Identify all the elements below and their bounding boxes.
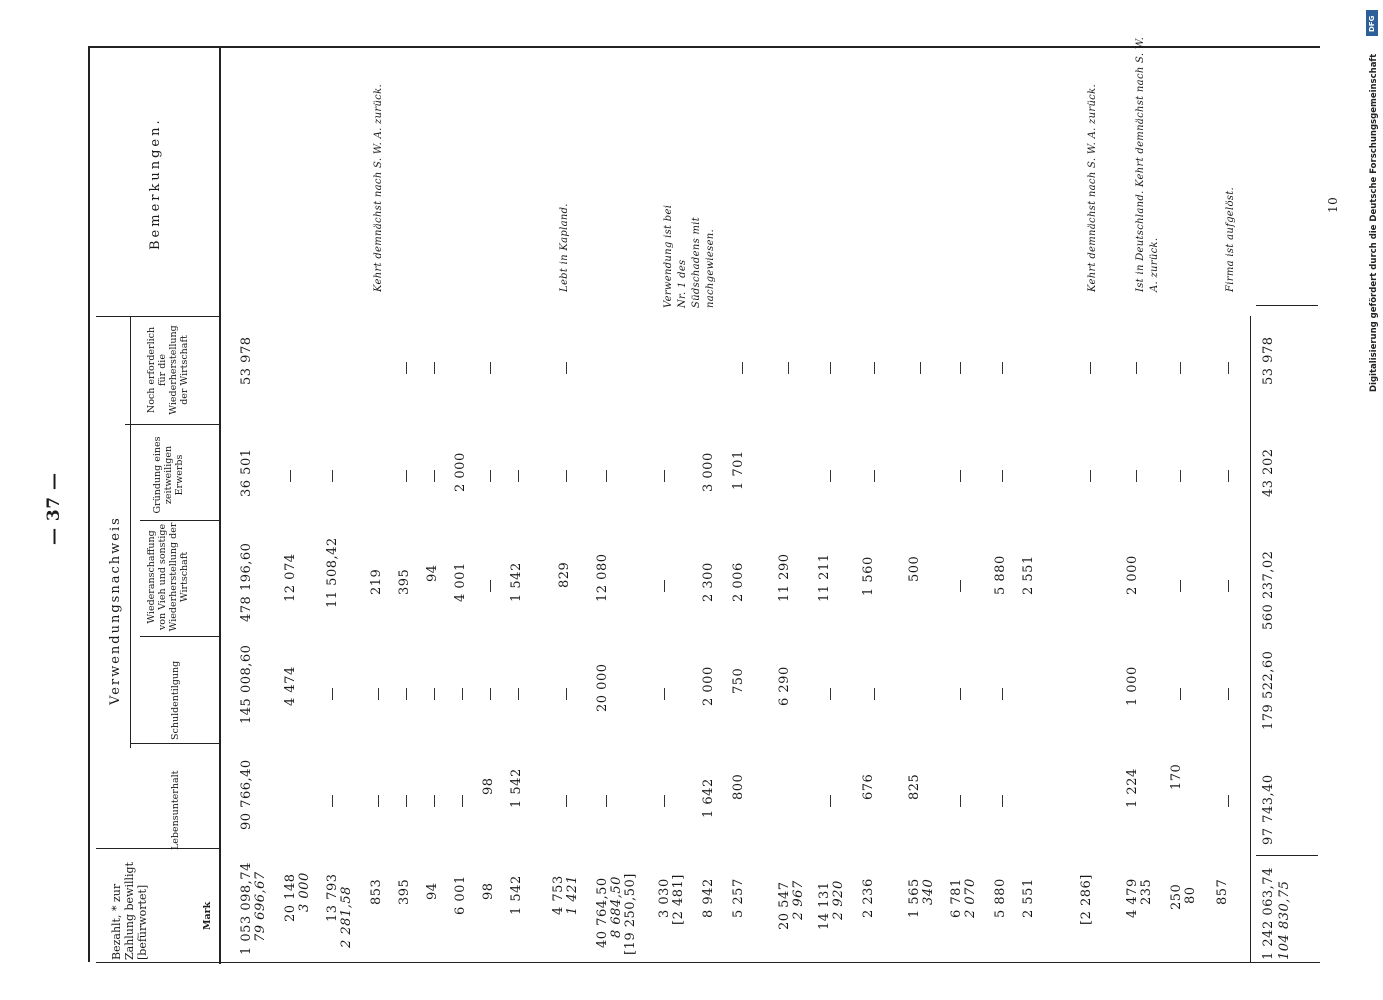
wieder-8: 829	[557, 561, 572, 588]
bezahlt-12: 4 753	[551, 875, 566, 915]
lebensunterhalt-1: 98	[481, 777, 496, 795]
dash-29	[664, 580, 665, 592]
gruendung-2: 3 000	[701, 452, 716, 492]
bezahlt-36: 80	[1183, 886, 1198, 904]
wieder-15: 500	[907, 555, 922, 582]
schuldentilgung-4: 750	[731, 667, 746, 694]
dash-25	[1002, 688, 1003, 700]
col-rule-lebensunterhalt	[130, 743, 220, 744]
wieder-14: 1 560	[861, 556, 876, 596]
dash-26	[1180, 688, 1181, 700]
bezahlt-28: 6 781	[949, 878, 964, 918]
dash-57	[874, 362, 875, 374]
bezahlt-29: 2 070	[963, 878, 978, 918]
dash-49	[1228, 470, 1229, 482]
dash-45	[1002, 470, 1003, 482]
header-wiederanschaffung-text: Wiederanschaffung von Vieh und sonstige Wiederherstellung der Wirtschaft	[146, 522, 190, 632]
totals-rule-2	[1256, 305, 1318, 306]
dash-51	[434, 362, 435, 374]
dash-11	[1002, 795, 1003, 807]
bezahlt-11: 1 542	[509, 875, 524, 915]
bezahlt-26: 1 565	[907, 878, 922, 918]
bezahlt-9: 6 001	[453, 875, 468, 915]
bezahlt-6: 853	[369, 878, 384, 905]
lebensunterhalt-0: 90 766,40	[239, 759, 254, 830]
header-main-text: Bezahlt, * zur Zahlung bewilligt [befürwortet]	[110, 861, 149, 960]
total-lebensunterhalt: 97 743,40	[1261, 774, 1276, 845]
col-rule-wieder	[140, 520, 220, 521]
dash-58	[920, 362, 921, 374]
bezahlt-33: 4 479	[1125, 878, 1140, 918]
wieder-17: 2 551	[1021, 555, 1036, 595]
gruendung-3: 1 701	[731, 450, 746, 490]
bezahlt-34: 235	[1139, 878, 1154, 905]
header-wiederanschaffung	[146, 522, 190, 632]
dash-10	[960, 795, 961, 807]
dash-22	[830, 688, 831, 700]
dash-28	[490, 580, 491, 592]
dash-34	[332, 470, 333, 482]
dash-8	[664, 795, 665, 807]
dash-2	[378, 795, 379, 807]
dash-61	[1090, 362, 1091, 374]
header-lebensunterhalt: Lebensunterhalt	[170, 770, 181, 850]
wieder-11: 2 006	[731, 562, 746, 602]
dash-36	[434, 470, 435, 482]
wieder-9: 12 080	[595, 553, 610, 602]
dash-47	[1136, 470, 1137, 482]
dash-37	[490, 470, 491, 482]
dash-27	[1228, 688, 1229, 700]
wieder-2: 11 508,42	[325, 537, 340, 608]
col-rule-gruendung	[125, 424, 220, 425]
total-bezahlt-2: 104 830,75	[1277, 880, 1292, 960]
lebensunterhalt-4: 800	[731, 773, 746, 800]
bezahlt-31: 2 551	[1021, 878, 1036, 918]
dash-6	[566, 795, 567, 807]
total-schuldentilgung: 179 522,60	[1261, 650, 1276, 730]
schuldentilgung-5: 6 290	[777, 666, 792, 706]
dash-56	[830, 362, 831, 374]
lebensunterhalt-7: 1 224	[1125, 768, 1140, 808]
dash-13	[332, 688, 333, 700]
dash-40	[606, 470, 607, 482]
col-rule-schuld	[140, 636, 220, 637]
bezahlt-20: 5 257	[731, 878, 746, 918]
total-wiederanschaffung: 560 237,02	[1261, 550, 1276, 630]
dash-18	[490, 688, 491, 700]
dash-21	[664, 688, 665, 700]
dash-1	[332, 795, 333, 807]
schuldentilgung-6: 1 000	[1125, 666, 1140, 706]
bezahlt-3: 3 000	[297, 872, 312, 912]
bezahlt-17: 3 030	[657, 878, 672, 918]
lebensunterhalt-6: 825	[907, 773, 922, 800]
bezahlt-35: 250	[1169, 883, 1184, 910]
totals-rule	[1250, 316, 1251, 962]
header-main	[110, 850, 149, 960]
remark-4	[1134, 32, 1162, 292]
bezahlt-10: 98	[481, 882, 496, 900]
wieder-13: 11 211	[817, 553, 832, 602]
col-rule-bezahlt	[96, 848, 220, 849]
schuldentilgung-2: 20 000	[595, 663, 610, 712]
dash-38	[518, 470, 519, 482]
page-number: — 37 —	[44, 472, 64, 545]
wieder-0: 478 196,60	[239, 542, 254, 622]
header-rule	[219, 46, 221, 964]
dash-23	[874, 688, 875, 700]
dash-46	[1090, 470, 1091, 482]
left-rule	[88, 46, 90, 962]
header-bemerkungen: Bemerkungen.	[148, 117, 163, 250]
bezahlt-8: 94	[425, 882, 440, 900]
dash-48	[1180, 470, 1181, 482]
dash-7	[606, 795, 607, 807]
dash-33	[290, 470, 291, 482]
bezahlt-24: 2 920	[831, 880, 846, 920]
dash-20	[566, 688, 567, 700]
dash-9	[830, 795, 831, 807]
lebensunterhalt-8: 170	[1169, 763, 1184, 790]
lebensunterhalt-5: 676	[861, 773, 876, 800]
dash-4	[434, 795, 435, 807]
dash-31	[1180, 580, 1181, 592]
noch-0: 53 978	[239, 336, 254, 385]
wieder-5: 94	[425, 564, 440, 582]
header-gruendung	[152, 430, 185, 520]
dash-63	[1180, 362, 1181, 374]
wieder-4: 395	[397, 568, 412, 595]
header-gruendung-text: Gründung eines zeitweiligen Erwerbs	[152, 436, 185, 514]
remark-2-text: Verwendung ist bei Nr. 1 des Südschadens mit nachgewiesen.	[663, 204, 716, 308]
dash-43	[874, 470, 875, 482]
bezahlt-5: 2 281,58	[339, 886, 354, 948]
bezahlt-0: 1 053 098,74	[239, 862, 254, 955]
wieder-10: 2 300	[701, 562, 716, 602]
wieder-6: 4 001	[453, 562, 468, 602]
dash-59	[960, 362, 961, 374]
dfg-logo	[1366, 10, 1378, 36]
bezahlt-7: 395	[397, 878, 412, 905]
dash-16	[434, 688, 435, 700]
dash-3	[406, 795, 407, 807]
remark-1: Lebt in Kapland.	[559, 203, 570, 292]
total-bezahlt: 1 242 063,74	[1261, 867, 1276, 960]
dash-15	[406, 688, 407, 700]
bezahlt-30: 5 880	[993, 878, 1008, 918]
bezahlt-2: 20 148	[283, 873, 298, 922]
remark-4-text: Ist in Deutschland. Kehrt demnächst nach S. W. A. zurück.	[1135, 36, 1160, 292]
group-rule	[130, 316, 131, 748]
schuldentilgung-1: 4 474	[283, 666, 298, 706]
bezahlt-19: 8 942	[701, 878, 716, 918]
totals-rule-3	[1256, 855, 1318, 856]
bottom-rule	[96, 962, 1320, 963]
bezahlt-21: 20 547	[777, 881, 792, 930]
dash-53	[566, 362, 567, 374]
wieder-18: 2 000	[1125, 555, 1140, 595]
wieder-16: 5 880	[993, 555, 1008, 595]
dash-5	[462, 795, 463, 807]
col-rule-noch	[96, 316, 220, 317]
bezahlt-32: [2 286]	[1079, 874, 1094, 925]
dash-50	[406, 362, 407, 374]
dash-14	[378, 688, 379, 700]
dash-19	[518, 688, 519, 700]
dash-41	[664, 470, 665, 482]
wieder-1: 12 074	[283, 553, 298, 602]
dash-64	[1228, 362, 1229, 374]
bezahlt-1: 79 696,67	[253, 871, 268, 942]
bezahlt-18: [2 481]	[671, 874, 686, 925]
gruendung-1: 2 000	[453, 452, 468, 492]
header-schuldentilgung: Schuldentilgung	[170, 660, 181, 740]
remark-5: Firma ist aufgelöst.	[1225, 186, 1236, 292]
schuldentilgung-0: 145 008,60	[239, 644, 254, 724]
header-group: Verwendungsnachweis	[108, 516, 123, 705]
remark-0: Kehrt demnächst nach S. W. A. zurück.	[373, 84, 384, 292]
dash-17	[462, 688, 463, 700]
header-mark: Mark	[202, 901, 213, 930]
bezahlt-23: 14 131	[817, 881, 832, 930]
dfg-logo-text: DFG	[1368, 15, 1376, 32]
bezahlt-13: 1 421	[565, 875, 580, 915]
remark-2	[662, 188, 718, 308]
remark-3: Kehrt demnächst nach S. W. A. zurück.	[1087, 84, 1098, 292]
wieder-3: 219	[369, 568, 384, 595]
dash-52	[490, 362, 491, 374]
gruendung-0: 36 501	[239, 448, 254, 497]
dash-35	[406, 470, 407, 482]
bezahlt-27: 340	[921, 878, 936, 905]
bezahlt-4: 13 793	[325, 873, 340, 922]
dash-60	[1002, 362, 1003, 374]
dash-62	[1136, 362, 1137, 374]
dash-42	[830, 470, 831, 482]
total-gruendung: 43 202	[1261, 448, 1276, 497]
bezahlt-14: 40 764,50	[595, 877, 610, 948]
dash-24	[960, 688, 961, 700]
total-noch: 53 978	[1261, 336, 1276, 385]
bezahlt-22: 2 967	[791, 880, 806, 920]
dash-39	[566, 470, 567, 482]
bezahlt-16: [19 250,50]	[623, 873, 638, 955]
dash-32	[1228, 580, 1229, 592]
footer-number: 10	[1326, 196, 1340, 213]
bezahlt-37: 857	[1215, 878, 1230, 905]
dash-30	[960, 580, 961, 592]
lebensunterhalt-2: 1 542	[509, 768, 524, 808]
dash-12	[1228, 795, 1229, 807]
header-noch-erforderlich-text: Noch erforderlich für die Wiederherstellung der Wirtschaft	[146, 325, 190, 415]
wieder-12: 11 290	[777, 553, 792, 602]
header-noch-erforderlich	[146, 320, 190, 420]
bezahlt-25: 2 236	[861, 878, 876, 918]
bezahlt-15: 8 684,50	[609, 876, 624, 938]
schuldentilgung-3: 2 000	[701, 666, 716, 706]
dash-44	[960, 470, 961, 482]
dash-54	[742, 362, 743, 374]
digitization-note: Digitalisierung gefördert durch die Deutsche Forschungsgemeinschaft	[1369, 53, 1379, 392]
dash-55	[788, 362, 789, 374]
lebensunterhalt-3: 1 642	[701, 778, 716, 818]
wieder-7: 1 542	[509, 562, 524, 602]
